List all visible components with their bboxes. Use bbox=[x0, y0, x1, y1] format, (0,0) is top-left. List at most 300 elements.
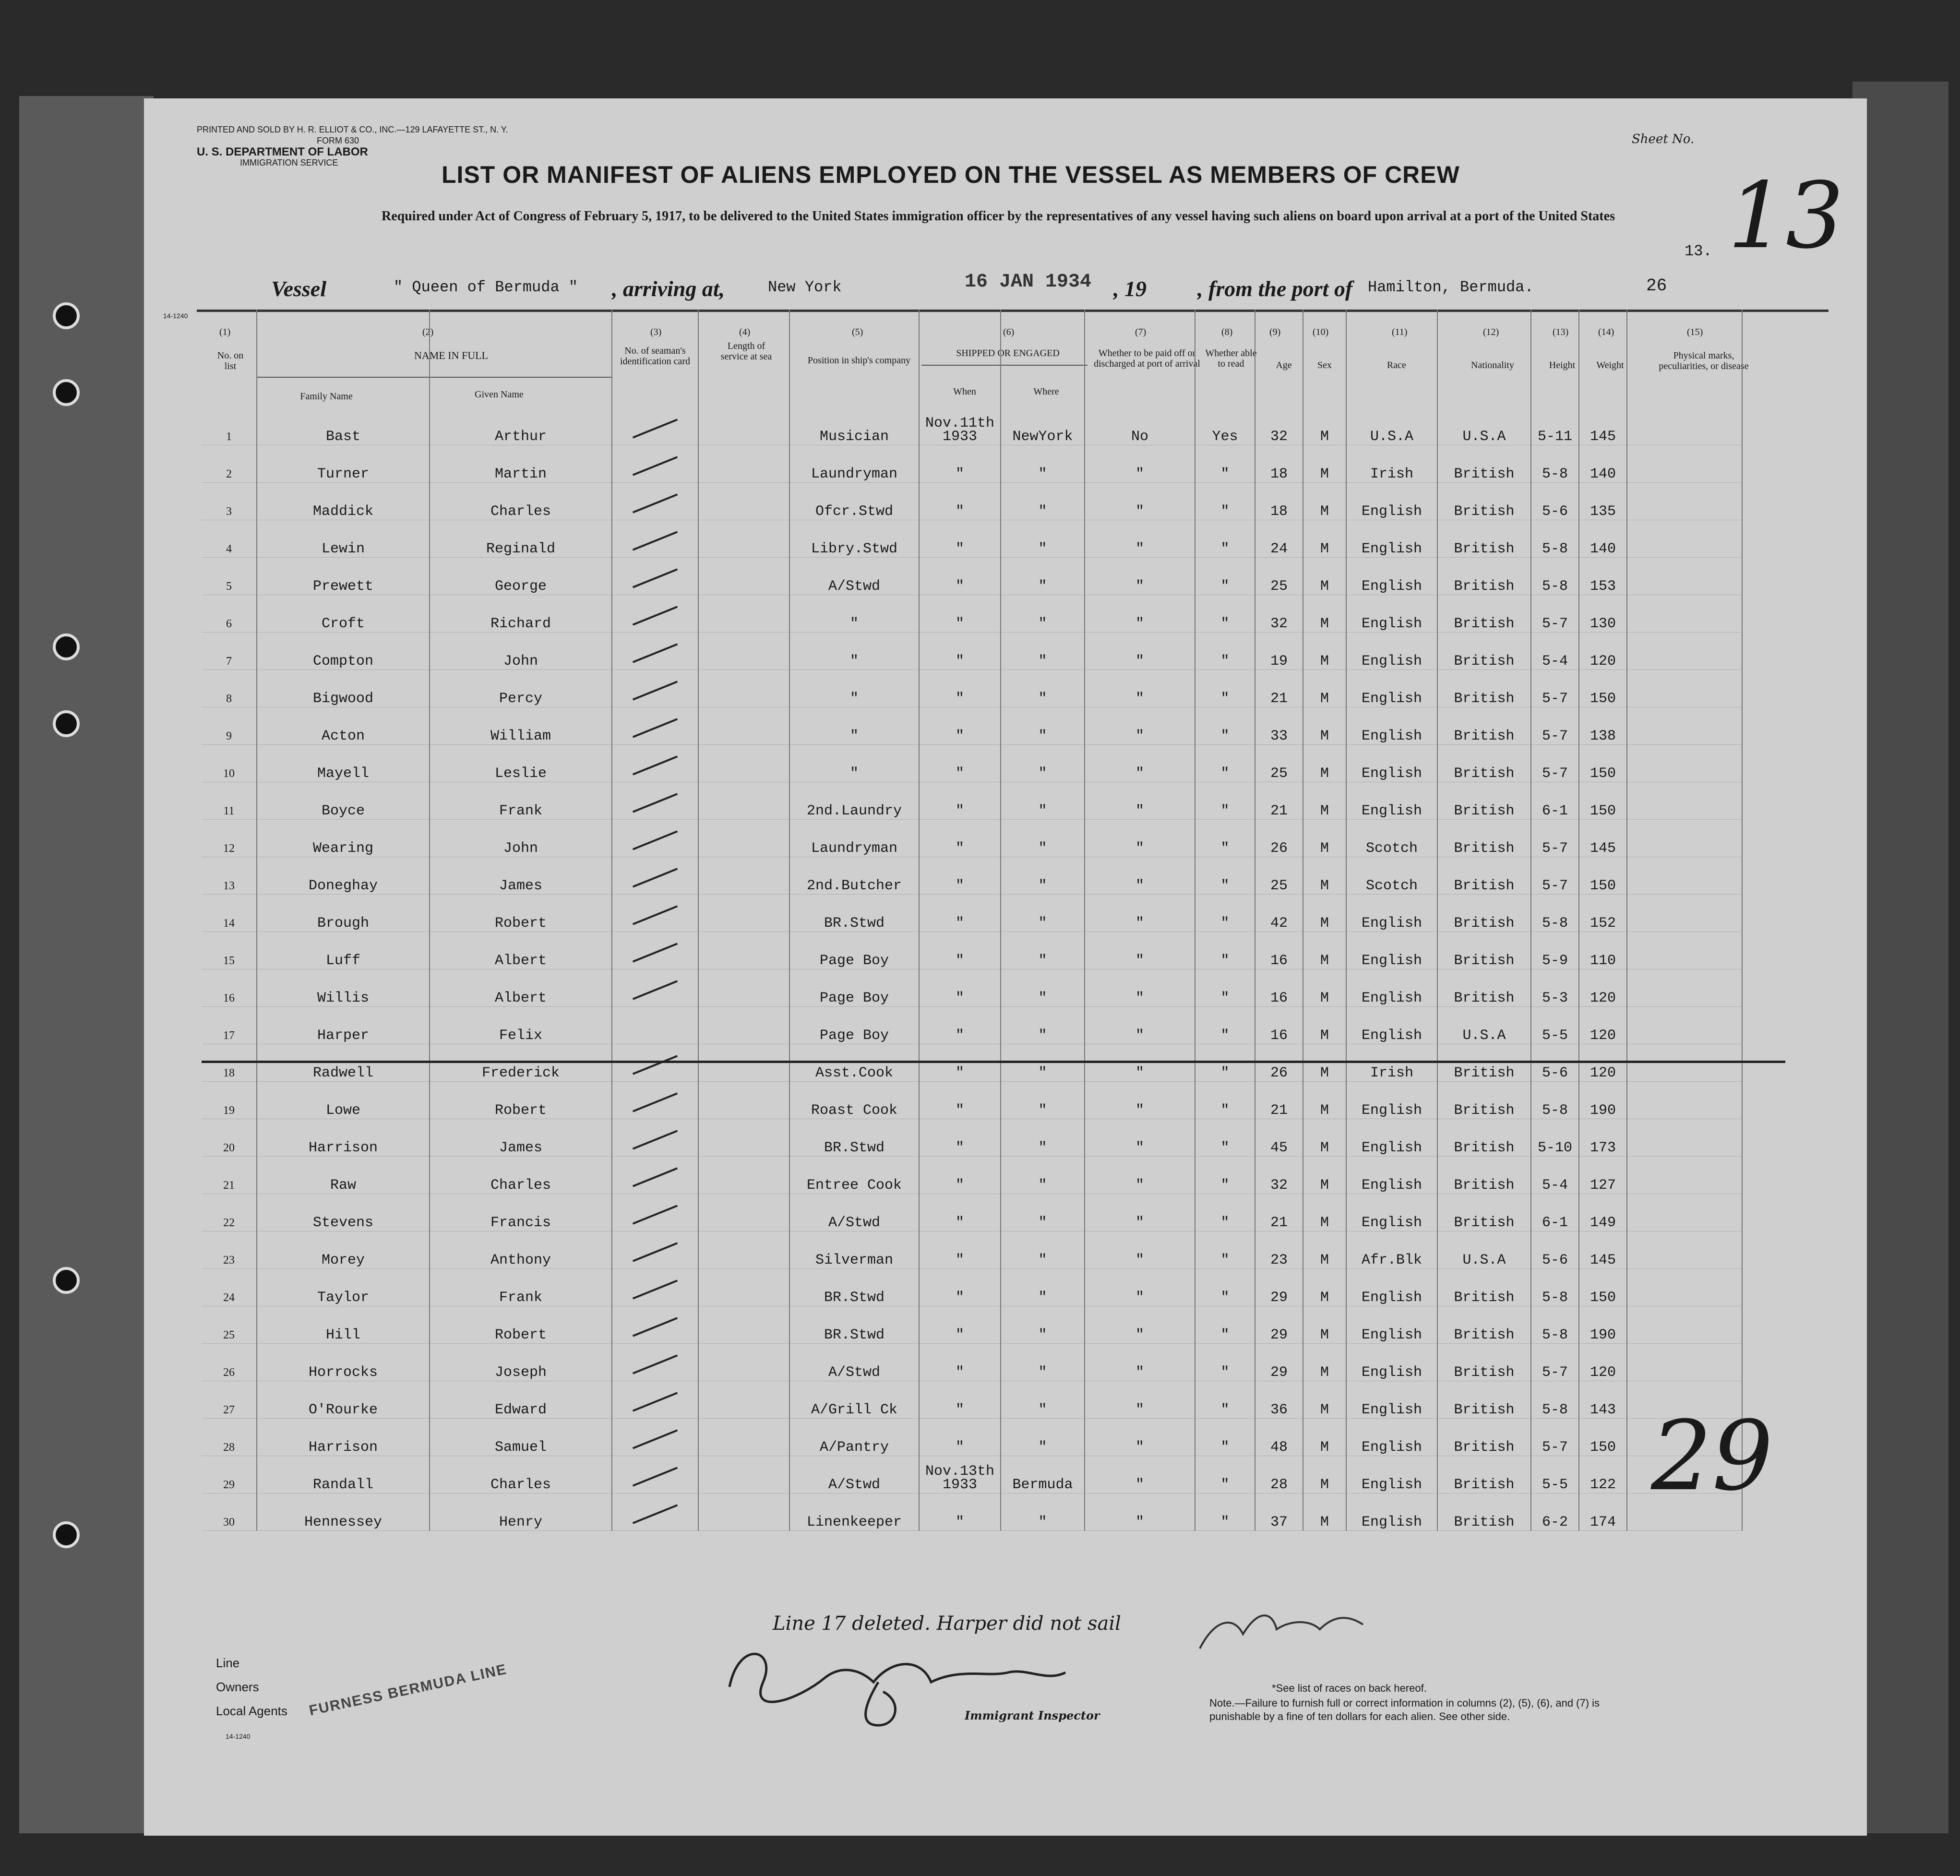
physical-marks-cell bbox=[1627, 670, 1742, 707]
given-name-cell bbox=[430, 820, 612, 857]
race-cell bbox=[1346, 1269, 1437, 1306]
nationality-cell bbox=[1437, 707, 1531, 745]
height-cell bbox=[1531, 633, 1579, 670]
age-cell bbox=[1255, 1494, 1303, 1531]
nationality-cell bbox=[1437, 820, 1531, 857]
sex: M bbox=[1320, 1252, 1329, 1268]
physical-marks-cell bbox=[1627, 932, 1742, 969]
position: Asst.Cook bbox=[815, 1065, 894, 1081]
able-to-read: " bbox=[1220, 1252, 1230, 1268]
table-row bbox=[202, 1157, 1742, 1194]
agents-label: Local Agents bbox=[216, 1704, 287, 1718]
row-number: 7 bbox=[226, 655, 232, 668]
length-of-service-cell bbox=[698, 408, 789, 445]
shipped-where-cell bbox=[1001, 670, 1085, 707]
height-cell bbox=[1531, 445, 1579, 483]
row-number-cell bbox=[202, 595, 257, 633]
shipped-when-cell bbox=[919, 1007, 1001, 1044]
seaman-id-check-cell bbox=[612, 932, 698, 969]
given-name-cell bbox=[430, 782, 612, 820]
sex-cell bbox=[1303, 1082, 1346, 1119]
height: 6-2 bbox=[1542, 1514, 1568, 1530]
check-mark bbox=[633, 830, 678, 850]
height: 5-8 bbox=[1542, 541, 1568, 557]
race: Scotch bbox=[1365, 878, 1418, 894]
check-mark bbox=[633, 905, 678, 925]
weight-cell bbox=[1579, 1456, 1627, 1494]
sex: M bbox=[1320, 1215, 1329, 1231]
sex: M bbox=[1320, 840, 1329, 857]
nationality-cell bbox=[1437, 1157, 1531, 1194]
height-cell bbox=[1531, 1007, 1579, 1044]
family-name: Taylor bbox=[317, 1290, 370, 1306]
col-num-15: (15) bbox=[1687, 327, 1703, 337]
arriving-label: , arriving at, bbox=[612, 276, 725, 301]
family-name: Wearing bbox=[312, 840, 374, 857]
able-to-read: " bbox=[1220, 765, 1230, 782]
shipped-where-cell bbox=[1001, 782, 1085, 820]
length-of-service-cell bbox=[698, 633, 789, 670]
weight-cell bbox=[1579, 445, 1627, 483]
inspector-label: Immigrant Inspector bbox=[965, 1709, 1100, 1722]
shipped-where-cell bbox=[1001, 1119, 1085, 1157]
row-number-cell bbox=[202, 408, 257, 445]
age-cell bbox=[1255, 1344, 1303, 1381]
given-name-cell bbox=[430, 633, 612, 670]
col-num-1: (1) bbox=[219, 327, 231, 337]
family-name-cell bbox=[257, 1082, 430, 1119]
age-cell bbox=[1255, 1194, 1303, 1231]
nationality: British bbox=[1454, 653, 1515, 669]
able-to-read-cell bbox=[1195, 520, 1255, 558]
able-to-read-cell bbox=[1195, 707, 1255, 745]
row-number: 24 bbox=[223, 1291, 235, 1304]
race: English bbox=[1361, 1028, 1422, 1044]
able-to-read: " bbox=[1220, 466, 1230, 482]
row-number-cell bbox=[202, 1231, 257, 1269]
race-cell bbox=[1346, 782, 1437, 820]
age: 32 bbox=[1270, 616, 1288, 632]
nationality: British bbox=[1454, 1327, 1515, 1343]
check-mark bbox=[633, 718, 678, 738]
position-cell bbox=[789, 707, 919, 745]
paid-off-cell bbox=[1085, 558, 1195, 595]
height: 5-5 bbox=[1542, 1028, 1568, 1044]
shipped-when-cell bbox=[919, 1344, 1001, 1381]
paid-off: " bbox=[1135, 1065, 1144, 1081]
sex-cell bbox=[1303, 1269, 1346, 1306]
height: 5-8 bbox=[1542, 578, 1568, 595]
shipped-where-cell bbox=[1001, 857, 1085, 895]
age: 25 bbox=[1270, 578, 1288, 595]
given-name: Charles bbox=[490, 503, 551, 520]
height: 5-4 bbox=[1542, 653, 1568, 669]
family-name-cell bbox=[257, 782, 430, 820]
age-cell bbox=[1255, 707, 1303, 745]
position-cell bbox=[789, 1119, 919, 1157]
given-name: Frank bbox=[499, 1290, 542, 1306]
table-row bbox=[202, 969, 1742, 1007]
able-to-read-cell bbox=[1195, 408, 1255, 445]
length-of-service-cell bbox=[698, 707, 789, 745]
length-of-service-cell bbox=[698, 595, 789, 633]
race: English bbox=[1361, 1477, 1422, 1493]
able-to-read: " bbox=[1220, 1402, 1230, 1418]
check-mark bbox=[633, 493, 678, 513]
shipped-where: " bbox=[1038, 1439, 1047, 1456]
family-name: Harrison bbox=[308, 1140, 378, 1156]
weight: 130 bbox=[1590, 616, 1616, 632]
table-row bbox=[202, 1456, 1742, 1494]
shipped-when-cell bbox=[919, 782, 1001, 820]
height: 5-7 bbox=[1542, 878, 1568, 894]
family-name: Boyce bbox=[321, 803, 365, 819]
family-name: Compton bbox=[312, 653, 374, 669]
family-name: Radwell bbox=[312, 1065, 374, 1081]
age: 42 bbox=[1270, 915, 1288, 932]
shipped-when: " bbox=[955, 691, 964, 707]
race: Afr.Blk bbox=[1361, 1252, 1422, 1268]
check-mark bbox=[633, 456, 678, 476]
able-to-read-cell bbox=[1195, 1381, 1255, 1419]
nationality-cell bbox=[1437, 1381, 1531, 1419]
header-cell bbox=[612, 310, 698, 408]
physical-marks-cell bbox=[1627, 1157, 1742, 1194]
nationality-cell bbox=[1437, 1306, 1531, 1344]
able-to-read: " bbox=[1220, 1439, 1230, 1456]
position: " bbox=[849, 653, 859, 669]
family-name-cell bbox=[257, 969, 430, 1007]
nationality: British bbox=[1454, 691, 1515, 707]
position-cell bbox=[789, 1194, 919, 1231]
row-number-cell bbox=[202, 1419, 257, 1456]
height: 5-3 bbox=[1542, 990, 1568, 1006]
given-name-cell bbox=[430, 895, 612, 932]
weight: 152 bbox=[1590, 915, 1616, 932]
race: English bbox=[1361, 616, 1422, 632]
weight: 150 bbox=[1590, 1439, 1616, 1456]
nationality-cell bbox=[1437, 1082, 1531, 1119]
length-of-service-cell bbox=[698, 820, 789, 857]
height: 5-8 bbox=[1542, 1290, 1568, 1306]
shipped-when: Nov.11th 1933 bbox=[925, 415, 995, 445]
nationality: U.S.A bbox=[1462, 429, 1506, 445]
table-row bbox=[202, 520, 1742, 558]
position-cell bbox=[789, 969, 919, 1007]
paid-off-cell bbox=[1085, 670, 1195, 707]
family-name: O'Rourke bbox=[308, 1402, 378, 1418]
row-number: 28 bbox=[223, 1441, 235, 1454]
paid-off-cell bbox=[1085, 595, 1195, 633]
paid-off-cell bbox=[1085, 633, 1195, 670]
table-row bbox=[202, 633, 1742, 670]
able-to-read-cell bbox=[1195, 1157, 1255, 1194]
height-cell bbox=[1531, 558, 1579, 595]
table-row bbox=[202, 1231, 1742, 1269]
age-cell bbox=[1255, 483, 1303, 520]
check-mark bbox=[633, 606, 678, 625]
physical-marks-cell bbox=[1627, 707, 1742, 745]
check-mark bbox=[633, 1504, 678, 1524]
shipped-where-cell bbox=[1001, 1344, 1085, 1381]
table-row bbox=[202, 483, 1742, 520]
weight-cell bbox=[1579, 932, 1627, 969]
sex-cell bbox=[1303, 595, 1346, 633]
family-name-cell bbox=[257, 1269, 430, 1306]
family-name-cell bbox=[257, 1494, 430, 1531]
paid-off-cell bbox=[1085, 820, 1195, 857]
header-cell bbox=[919, 310, 1001, 408]
age-cell bbox=[1255, 1456, 1303, 1494]
able-to-read-cell bbox=[1195, 745, 1255, 782]
check-mark bbox=[633, 1205, 678, 1224]
height: 5-7 bbox=[1542, 765, 1568, 782]
paid-off: " bbox=[1135, 840, 1144, 857]
nationality: British bbox=[1454, 803, 1515, 819]
shipped-when: " bbox=[955, 1177, 964, 1194]
header-cell bbox=[789, 310, 919, 408]
height: 5-7 bbox=[1542, 691, 1568, 707]
vessel-label: Vessel bbox=[271, 276, 326, 301]
age: 37 bbox=[1270, 1514, 1288, 1530]
position-cell bbox=[789, 670, 919, 707]
paid-off: " bbox=[1135, 653, 1144, 669]
length-of-service-cell bbox=[698, 782, 789, 820]
able-to-read-cell bbox=[1195, 1494, 1255, 1531]
shipped-when-cell bbox=[919, 745, 1001, 782]
position: A/Stwd bbox=[828, 578, 881, 595]
nationality: British bbox=[1454, 765, 1515, 782]
check-mark bbox=[633, 980, 678, 1000]
age: 26 bbox=[1270, 1065, 1288, 1081]
row-number-cell bbox=[202, 969, 257, 1007]
age-cell bbox=[1255, 408, 1303, 445]
shipped-where: " bbox=[1038, 1252, 1047, 1268]
paid-off-cell bbox=[1085, 1456, 1195, 1494]
position-cell bbox=[789, 820, 919, 857]
shipped-where-cell bbox=[1001, 558, 1085, 595]
seaman-id-check-cell bbox=[612, 483, 698, 520]
able-to-read-cell bbox=[1195, 1231, 1255, 1269]
given-name-cell bbox=[430, 1194, 612, 1231]
row-number: 30 bbox=[223, 1516, 235, 1529]
sex-cell bbox=[1303, 707, 1346, 745]
crew-table bbox=[202, 310, 1743, 1531]
height: 5-8 bbox=[1542, 466, 1568, 482]
physical-marks-cell bbox=[1627, 1119, 1742, 1157]
weight: 150 bbox=[1590, 691, 1616, 707]
col-header-when: When bbox=[953, 386, 976, 397]
weight-cell bbox=[1579, 1082, 1627, 1119]
position-cell bbox=[789, 1344, 919, 1381]
given-name-cell bbox=[430, 483, 612, 520]
physical-marks-cell bbox=[1627, 820, 1742, 857]
nationality-cell bbox=[1437, 633, 1531, 670]
check-mark bbox=[633, 1242, 678, 1262]
table-row bbox=[202, 445, 1742, 483]
sex-cell bbox=[1303, 1231, 1346, 1269]
check-mark bbox=[633, 1354, 678, 1374]
weight: 135 bbox=[1590, 503, 1616, 520]
shipped-where: Bermuda bbox=[1012, 1477, 1073, 1493]
nationality-cell bbox=[1437, 558, 1531, 595]
given-name-cell bbox=[430, 408, 612, 445]
race-cell bbox=[1346, 1306, 1437, 1344]
nationality: U.S.A bbox=[1462, 1028, 1506, 1044]
position-cell bbox=[789, 1082, 919, 1119]
page-edge-strip bbox=[1852, 82, 1948, 1833]
nationality-cell bbox=[1437, 595, 1531, 633]
age: 26 bbox=[1270, 840, 1288, 857]
given-name-cell bbox=[430, 558, 612, 595]
nationality: British bbox=[1454, 728, 1515, 744]
nationality: British bbox=[1454, 1102, 1515, 1119]
length-of-service-cell bbox=[698, 1419, 789, 1456]
given-name: Albert bbox=[494, 990, 547, 1006]
nationality: U.S.A bbox=[1462, 1252, 1506, 1268]
weight-cell bbox=[1579, 1306, 1627, 1344]
given-name: Frank bbox=[499, 803, 542, 819]
weight: 138 bbox=[1590, 728, 1616, 744]
col-header-position: Position in ship's company bbox=[807, 355, 911, 366]
row-number: 22 bbox=[223, 1217, 235, 1229]
row-number: 2 bbox=[226, 468, 232, 480]
family-name-cell bbox=[257, 1344, 430, 1381]
race: English bbox=[1361, 1140, 1422, 1156]
header-cell bbox=[698, 310, 789, 408]
able-to-read: " bbox=[1220, 878, 1230, 894]
check-mark bbox=[633, 1130, 678, 1149]
family-name-cell bbox=[257, 520, 430, 558]
family-name-cell bbox=[257, 895, 430, 932]
race-cell bbox=[1346, 969, 1437, 1007]
header-cell bbox=[1579, 310, 1627, 408]
race-cell bbox=[1346, 932, 1437, 969]
position-cell bbox=[789, 558, 919, 595]
shipped-where: " bbox=[1038, 953, 1047, 969]
length-of-service-cell bbox=[698, 895, 789, 932]
shipped-when-cell bbox=[919, 595, 1001, 633]
length-of-service-cell bbox=[698, 1306, 789, 1344]
weight-cell bbox=[1579, 483, 1627, 520]
height-cell bbox=[1531, 1194, 1579, 1231]
col-num-7: (7) bbox=[1135, 327, 1147, 337]
given-name-cell bbox=[430, 1082, 612, 1119]
weight: 120 bbox=[1590, 1065, 1616, 1081]
row-number-cell bbox=[202, 670, 257, 707]
nationality: British bbox=[1454, 1477, 1515, 1493]
sex: M bbox=[1320, 691, 1329, 707]
shipped-where: " bbox=[1038, 990, 1047, 1006]
header-cell bbox=[257, 310, 430, 408]
header-cell bbox=[1346, 310, 1437, 408]
able-to-read: " bbox=[1220, 1102, 1230, 1119]
paid-off-cell bbox=[1085, 1007, 1195, 1044]
table-row bbox=[202, 558, 1742, 595]
height: 5-6 bbox=[1542, 503, 1568, 520]
col-num-14: (14) bbox=[1598, 327, 1614, 337]
nationality-cell bbox=[1437, 895, 1531, 932]
shipped-where-cell bbox=[1001, 1494, 1085, 1531]
table-row bbox=[202, 1494, 1742, 1531]
race: English bbox=[1361, 803, 1422, 819]
sex-cell bbox=[1303, 1007, 1346, 1044]
position: A/Grill Ck bbox=[811, 1402, 898, 1418]
col-header-weight: Weight bbox=[1596, 360, 1624, 370]
table-row bbox=[202, 670, 1742, 707]
position: BR.Stwd bbox=[824, 915, 885, 932]
weight-cell bbox=[1579, 820, 1627, 857]
able-to-read-cell bbox=[1195, 857, 1255, 895]
position-cell bbox=[789, 483, 919, 520]
family-name-cell bbox=[257, 1381, 430, 1419]
shipped-where-cell bbox=[1001, 1231, 1085, 1269]
table-row bbox=[202, 707, 1742, 745]
paid-off: " bbox=[1135, 1290, 1144, 1306]
shipped-when-cell bbox=[919, 707, 1001, 745]
weight-cell bbox=[1579, 408, 1627, 445]
race-cell bbox=[1346, 1194, 1437, 1231]
nationality-cell bbox=[1437, 1194, 1531, 1231]
length-of-service-cell bbox=[698, 520, 789, 558]
family-name: Harrison bbox=[308, 1439, 378, 1456]
weight-cell bbox=[1579, 707, 1627, 745]
row-number-cell bbox=[202, 782, 257, 820]
sex-cell bbox=[1303, 408, 1346, 445]
paid-off-cell bbox=[1085, 1419, 1195, 1456]
race-cell bbox=[1346, 1381, 1437, 1419]
shipped-when-cell bbox=[919, 483, 1001, 520]
col-header-shipped: SHIPPED OR ENGAGED bbox=[956, 348, 1060, 358]
paid-off: " bbox=[1135, 691, 1144, 707]
age: 23 bbox=[1270, 1252, 1288, 1268]
height: 5-7 bbox=[1542, 728, 1568, 744]
seaman-id-check-cell bbox=[612, 1269, 698, 1306]
row-number-cell bbox=[202, 1119, 257, 1157]
penalty-note: Note.—Failure to furnish full or correct information in columns (2), (5), (6), and (7) is punishable by a fine of ten dollars for each alien. See other side. bbox=[1209, 1697, 1600, 1722]
sex: M bbox=[1320, 878, 1329, 894]
able-to-read-cell bbox=[1195, 1344, 1255, 1381]
paid-off-cell bbox=[1085, 745, 1195, 782]
nationality-cell bbox=[1437, 857, 1531, 895]
position: Laundryman bbox=[811, 466, 898, 482]
able-to-read-cell bbox=[1195, 445, 1255, 483]
position: BR.Stwd bbox=[824, 1290, 885, 1306]
row-number-cell bbox=[202, 857, 257, 895]
check-mark bbox=[633, 1055, 678, 1075]
weight: 140 bbox=[1590, 541, 1616, 557]
physical-marks-cell bbox=[1627, 558, 1742, 595]
sex-cell bbox=[1303, 969, 1346, 1007]
nationality-cell bbox=[1437, 745, 1531, 782]
shipped-when: " bbox=[955, 1140, 964, 1156]
table-row bbox=[202, 1119, 1742, 1157]
row-number: 13 bbox=[223, 880, 235, 892]
shipped-when-cell bbox=[919, 1082, 1001, 1119]
check-mark bbox=[633, 1467, 678, 1486]
position: Page Boy bbox=[819, 990, 889, 1006]
height: 5-6 bbox=[1542, 1252, 1568, 1268]
row-number: 21 bbox=[223, 1179, 235, 1192]
shipped-when-cell bbox=[919, 1119, 1001, 1157]
shipped-when-cell bbox=[919, 408, 1001, 445]
shipped-where-cell bbox=[1001, 520, 1085, 558]
age-cell bbox=[1255, 1119, 1303, 1157]
family-name-cell bbox=[257, 1231, 430, 1269]
header-cell bbox=[1255, 310, 1303, 408]
seaman-id-check-cell bbox=[612, 857, 698, 895]
sex-cell bbox=[1303, 633, 1346, 670]
